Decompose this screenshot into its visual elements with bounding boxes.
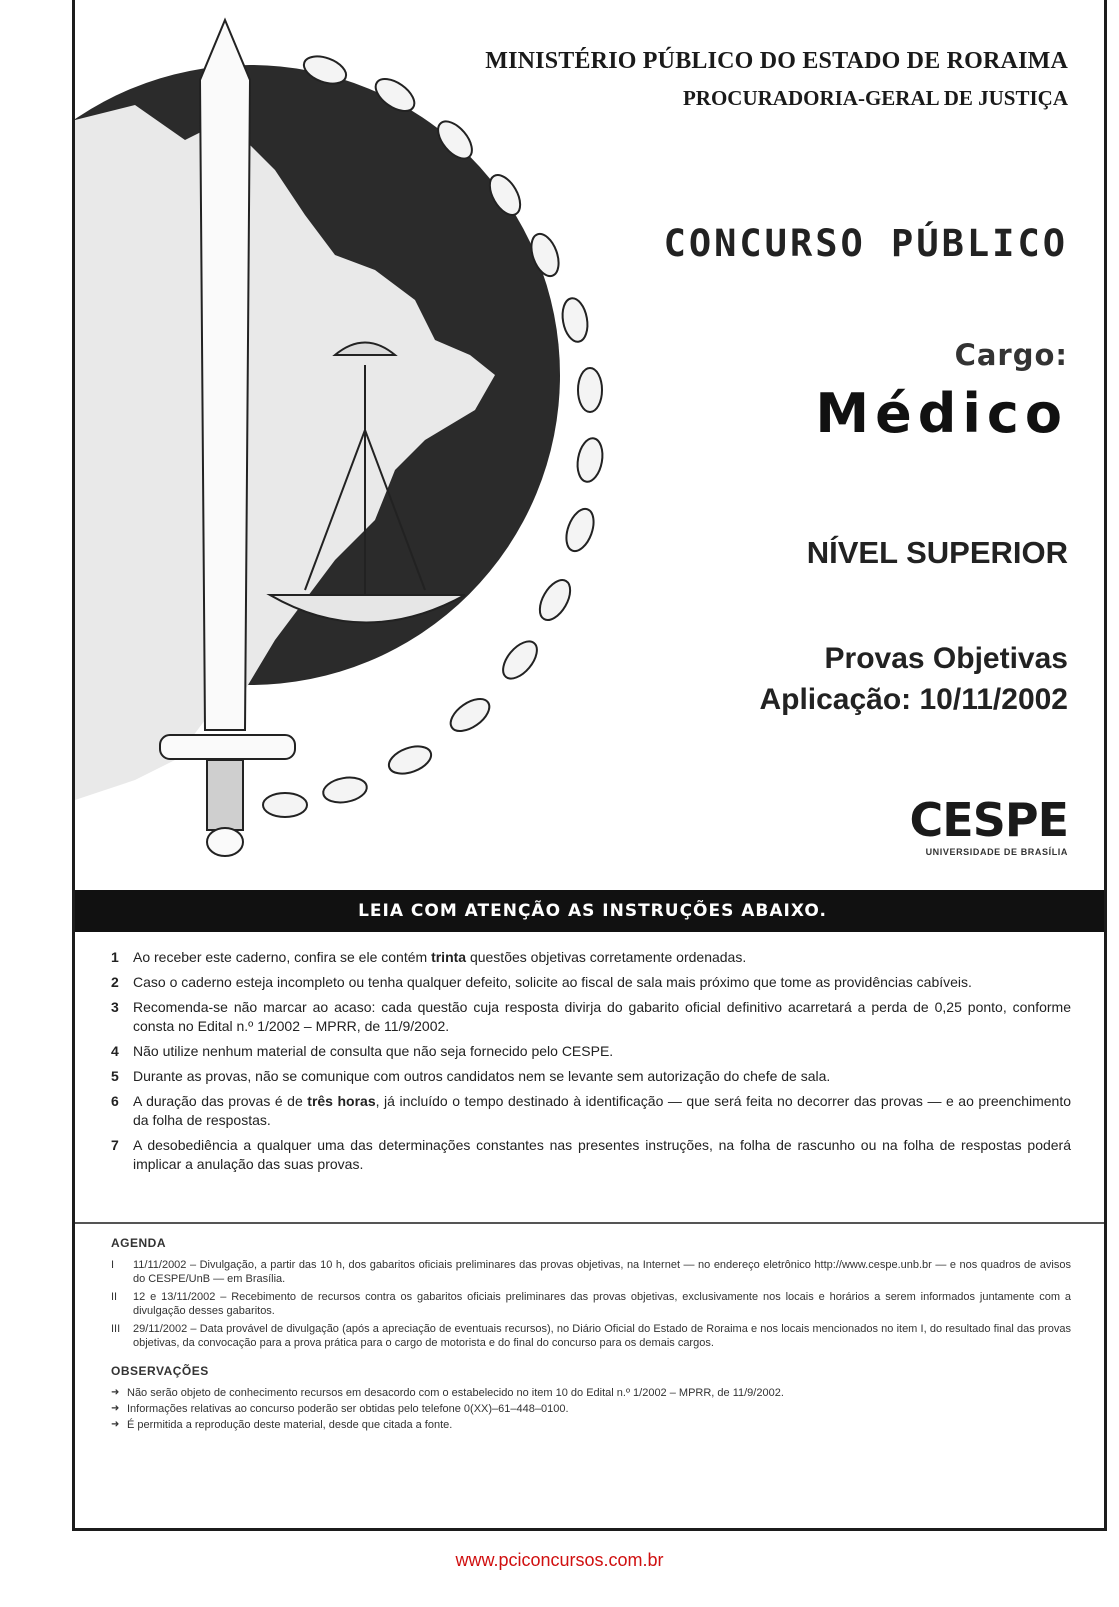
observacao-item [111,1402,1071,1416]
instruction-text: A duração das provas é de três horas, já incluído o tempo destinado à identificação — que será feita no decorrer das provas — e ao preenchimento da folha de respostas. [133,1093,1072,1128]
instructions-list [111,948,1071,1180]
observacao-text: É permitida a reprodução deste material, desde que citada a fonte. [127,1419,453,1431]
instruction-number: 7 [111,1137,119,1153]
procuradoria-subtitle: PROCURADORIA-GERAL DE JUSTIÇA [682,86,1068,110]
agenda-text: 11/11/2002 – Divulgação, a partir das 10 h, dos gabaritos oficiais preliminares das provas objetivas, na Internet — no endereço eletrônico http://www.cespe.unb.br — e nos quadros de avisos do CESPE/UnB — em Brasília. [133,1259,1071,1285]
provas-label: Provas Objetivas [824,642,1068,675]
instruction-text: Não utilize nenhum material de consulta que não seja fornecido pelo CESPE. [133,1043,614,1059]
instruction-number: 2 [111,974,119,990]
instruction-item [111,1042,1071,1061]
cespe-logo [906,795,1068,857]
arrow-bullet-icon: ➜ [111,1403,120,1414]
agenda-text: 12 e 13/11/2002 – Recebimento de recursos contra os gabaritos oficiais preliminares das provas objetivas, exclusivamente nos locais e horários a serem informados juntamente com a divulgação desses gabaritos. [133,1291,1071,1317]
agenda-item [111,1290,1071,1318]
observacao-text: Não serão objeto de conhecimento recursos em desacordo com o estabelecido no item 10 do Edital n.º 1/2002 – MPRR, de 11/9/2002. [127,1387,784,1399]
agenda-number: I [111,1259,115,1271]
instruction-item [111,1136,1071,1174]
concurso-heading: CONCURSO PÚBLICO [663,222,1068,265]
instruction-text: Recomenda-se não marcar ao acaso: cada questão cuja resposta divirja do gabarito oficial definitivo acarretará a perda de 0,25 ponto, conforme consta no Edital n.º 1/2002 – MPRR, de 11/9/2002. [133,999,1071,1034]
arrow-bullet-icon: ➜ [111,1419,120,1430]
cespe-logo-text: CESPE [909,793,1068,847]
aplicacao-date: Aplicação: 10/11/2002 [759,683,1068,716]
observacao-item [111,1418,1071,1432]
justice-emblem-icon [75,0,715,900]
instruction-text: Durante as provas, não se comunique com outros candidatos nem se levante sem autorização do chefe de sala. [133,1068,831,1084]
instruction-item [111,948,1071,967]
instruction-item [111,998,1071,1036]
instruction-text: A desobediência a qualquer uma das determinações constantes nas presentes instruções, na folha de rascunho ou na folha de respostas poderá implicar a anulação das suas provas. [133,1137,1071,1172]
instruction-item [111,1092,1071,1130]
section-divider [75,1222,1107,1224]
agenda-section [111,1236,1071,1434]
agenda-text: 29/11/2002 – Data provável de divulgação (após a apreciação de eventuais recursos), no Diário Oficial do Estado de Roraima e nos locais mencionados no item I, do resultado final das provas objetivas, da convocação para a prova prática para o cargo de motorista e do final do concurso para os demais cargos. [133,1323,1071,1349]
instruction-number: 1 [111,949,119,965]
instruction-number: 6 [111,1093,119,1109]
agenda-item [111,1322,1071,1350]
ministry-title: MINISTÉRIO PÚBLICO DO ESTADO DE RORAIMA [485,48,1068,74]
observacoes-title: OBSERVAÇÕES [111,1364,209,1378]
instruction-text: Ao receber este caderno, confira se ele contém trinta questões objetivas corretamente ordenadas. [133,949,747,965]
arrow-bullet-icon: ➜ [111,1387,120,1398]
exam-cover-sheet [72,0,1107,1531]
cargo-value: Médico [815,382,1068,445]
observacao-item [111,1386,1071,1400]
footer-url-link[interactable]: www.pciconcursos.com.br [455,1550,664,1570]
instruction-number: 3 [111,999,119,1015]
agenda-title: AGENDA [111,1236,167,1250]
instructions-banner: LEIA COM ATENÇÃO AS INSTRUÇÕES ABAIXO. [75,890,1107,932]
agenda-item [111,1258,1071,1286]
instruction-item [111,1067,1071,1086]
nivel-label: NÍVEL SUPERIOR [806,535,1068,570]
cargo-label: Cargo: [954,338,1068,372]
instruction-number: 5 [111,1068,119,1084]
agenda-number: III [111,1323,121,1335]
instruction-item [111,973,1071,992]
instruction-number: 4 [111,1043,119,1059]
agenda-number: II [111,1291,118,1303]
instruction-text: Caso o caderno esteja incompleto ou tenha qualquer defeito, solicite ao fiscal de sala mais próximo que tome as providências cabíveis. [133,974,972,990]
cespe-logo-subtitle: UNIVERSIDADE DE BRASÍLIA [925,847,1068,857]
observacoes-section [111,1364,1071,1432]
observacao-text: Informações relativas ao concurso poderão ser obtidas pelo telefone 0(XX)–61–448–0100. [127,1403,569,1415]
